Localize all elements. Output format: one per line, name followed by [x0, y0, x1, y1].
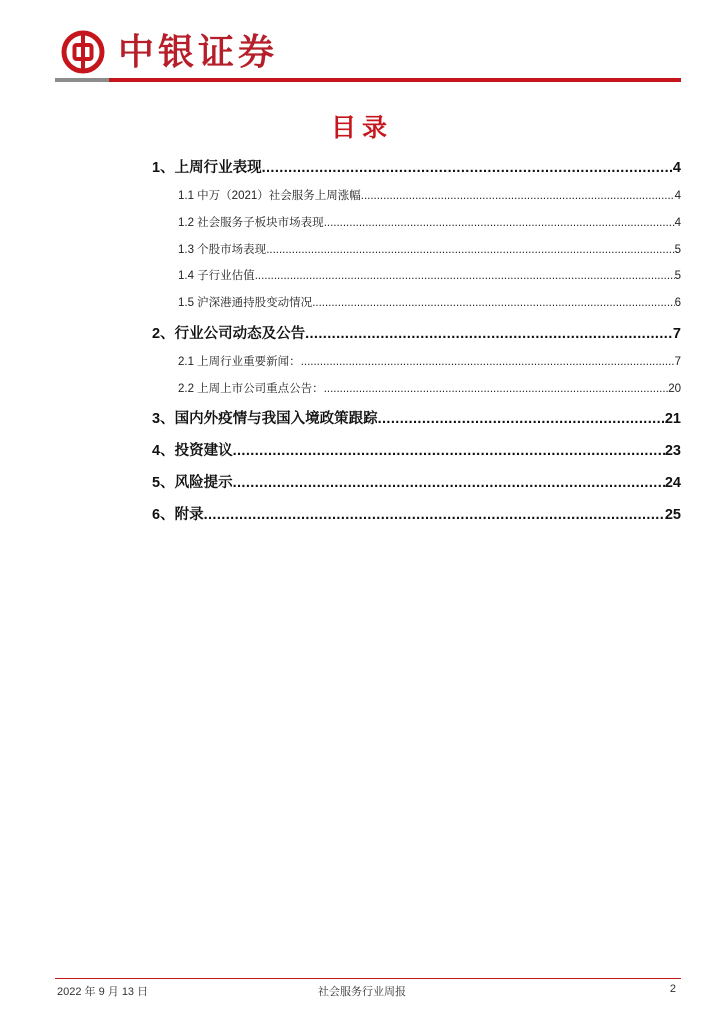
footer-rule [55, 978, 681, 979]
toc-entry-1-4[interactable] [178, 267, 681, 283]
toc-entry-2-2[interactable] [178, 380, 681, 396]
footer-report-title: 社会服务行业周报 [318, 986, 406, 998]
toc-entry-1-2[interactable] [178, 214, 681, 230]
toc-entry-label: 2.1 上周行业重要新闻： [178, 356, 301, 368]
toc-entry-page: 5 [674, 270, 681, 282]
toc-entry-label: 4、投资建议 [152, 443, 233, 459]
toc-leader-dots [301, 356, 675, 368]
toc-entry-label: 1.3 个股市场表现 [178, 244, 267, 256]
toc-entry-4[interactable] [152, 439, 681, 460]
header-rule-red [109, 78, 681, 82]
toc-entry-page: 21 [664, 411, 681, 427]
toc-leader-dots [324, 383, 669, 395]
toc-entry-2[interactable] [152, 322, 681, 343]
toc-leader-dots [305, 326, 673, 342]
toc-entry-label: 2.2 上周上市公司重点公告： [178, 383, 324, 395]
footer-page-number: 2 [669, 983, 676, 995]
header-rule-grey [55, 78, 109, 82]
toc-entry-page: 20 [668, 383, 681, 395]
toc-leader-dots [262, 160, 673, 176]
toc-entry-label: 5、风险提示 [152, 475, 233, 491]
toc-leader-dots [378, 411, 665, 427]
toc-entry-2-1[interactable] [178, 353, 681, 369]
toc-entry-page: 6 [674, 297, 681, 309]
toc-entry-page: 4 [672, 160, 681, 176]
toc-leader-dots [324, 217, 675, 229]
toc-entry-page: 24 [664, 475, 681, 491]
toc-entry-page: 4 [674, 217, 681, 229]
toc-leader-dots [233, 475, 665, 491]
toc-entry-1-5[interactable] [178, 294, 681, 310]
toc-entry-page: 4 [674, 190, 681, 202]
toc-entry-5[interactable] [152, 471, 681, 492]
toc-entry-page: 25 [664, 507, 681, 523]
toc-entry-1-3[interactable] [178, 241, 681, 257]
footer-date: 2022 年 9 月 13 日 [57, 986, 149, 998]
toc-leader-dots [361, 190, 675, 202]
bank-of-china-logo-icon [61, 30, 105, 74]
toc-entry-1-1[interactable] [178, 187, 681, 203]
toc-entry-label: 1.5 沪深港通持股变动情况 [178, 297, 313, 309]
toc-entry-page: 23 [664, 443, 681, 459]
toc-entry-label: 6、附录 [152, 507, 204, 523]
toc-entry-label: 2、行业公司动态及公告 [152, 326, 306, 342]
brand-name: 中银证券 [118, 31, 279, 73]
toc-entry-label: 1、上周行业表现 [152, 160, 262, 176]
toc-entry-label: 3、国内外疫情与我国入境政策跟踪 [152, 411, 378, 427]
toc-entry-page: 7 [672, 326, 681, 342]
toc-entry-3[interactable] [152, 407, 681, 428]
toc-entry-label: 1.2 社会服务子板块市场表现 [178, 217, 324, 229]
page-header [55, 28, 681, 78]
toc-entry-page: 7 [674, 356, 681, 368]
toc-entry-1[interactable] [152, 156, 681, 177]
toc-entry-label: 1.4 子行业估值 [178, 270, 255, 282]
toc-title: 目录 [330, 113, 393, 142]
toc-leader-dots [233, 443, 665, 459]
toc-leader-dots [266, 244, 674, 256]
toc-entry-label: 1.1 中万（2021）社会服务上周涨幅 [178, 190, 361, 202]
toc-entry-page: 5 [674, 244, 681, 256]
toc-leader-dots [312, 297, 674, 309]
toc-leader-dots [204, 507, 665, 523]
toc-leader-dots [255, 270, 675, 282]
toc-entry-6[interactable] [152, 503, 681, 524]
